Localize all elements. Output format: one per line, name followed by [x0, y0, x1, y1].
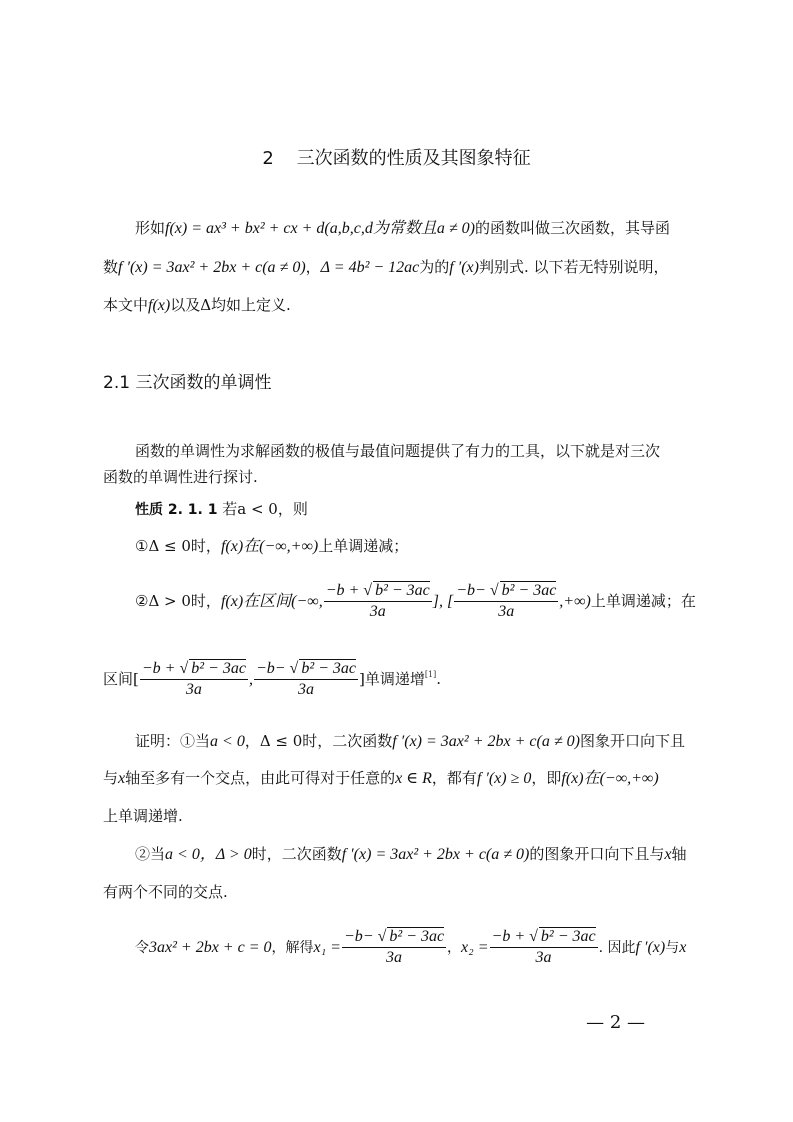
interval-start: (−∞, [291, 593, 323, 610]
interval-formula: f(x)在(−∞,+∞) [561, 770, 659, 787]
fraction-plus [140, 660, 248, 700]
section-title-text: 三次函数的性质及其图象特征 [296, 148, 531, 169]
sqrt-radicand: b² − 3ac [540, 928, 596, 945]
proof-text: . 因此 [598, 940, 636, 956]
proof-text: ，解得 [271, 940, 314, 956]
section-title [0, 144, 793, 170]
item-text: ]单调递增 [359, 670, 425, 688]
sqrt-radicand: b² − 3ac [191, 660, 246, 677]
cubic-definition-formula: f(x) = ax³ + bx² + cx + d(a,b,c,d为常数且a ≠ 0) [165, 220, 475, 237]
proof-text: 与 [103, 769, 119, 787]
derivative-formula: f ′(x) = 3ax² + 2bx + c(a ≠ 0) [118, 259, 306, 276]
fraction-numerator: −b + √ [325, 582, 373, 599]
proof-text: 轴至多有一个交点，由此可得对于任意的 [125, 769, 396, 787]
intro-line-1 [135, 217, 670, 240]
proof-text: 与 [665, 940, 680, 956]
intro-text: 为的 [419, 258, 450, 276]
sqrt-radicand: b² − 3ac [389, 928, 445, 945]
fraction-denominator: 3a [369, 603, 386, 620]
proof-text: ②当 [135, 845, 166, 863]
item-text: 上单调递减； [318, 537, 409, 555]
derivative-symbol: f ′(x) [449, 259, 479, 276]
variable-x: x [664, 846, 672, 863]
proof-text: 时，二次函数 [251, 845, 342, 863]
property-item-2 [135, 582, 696, 622]
intro-line-3 [103, 294, 291, 317]
proof-text: ，都有 [431, 769, 477, 787]
fraction-minus [454, 582, 558, 622]
intro-text: 的函数叫做三次函数，其导函 [474, 219, 670, 237]
fraction-denominator: 3a [185, 681, 202, 698]
variable-x: x [118, 770, 126, 787]
property-label: 性质 2. 1. 1 [135, 502, 218, 518]
equation-formula: 3ax² + 2bx + c = 0 [149, 939, 272, 956]
sqrt-radicand: b² − 3ac [301, 660, 357, 677]
fraction-numerator: −b− √ [343, 928, 387, 945]
fraction-plus [324, 582, 432, 622]
intro-line-2 [103, 256, 669, 279]
condition-formula: a < 0，Δ > 0 [165, 846, 252, 863]
intro-text: 本文中 [103, 296, 149, 314]
inequality-formula: f ′(x) ≥ 0 [476, 770, 532, 787]
para1-line-2: 函数的单调性进行探讨. [103, 468, 258, 486]
derivative-formula: f ′(x) = 3ax² + 2bx + c(a ≠ 0) [392, 733, 580, 750]
fraction-numerator: −b− √ [456, 582, 499, 599]
item-text: ②Δ > 0时， [135, 592, 221, 610]
property-header [135, 498, 308, 521]
domain-formula: x ∈ R [395, 770, 432, 787]
interval-separator: ], [ [432, 593, 454, 610]
proof-2-line-1 [135, 843, 687, 866]
fraction-numerator: −b− √ [255, 660, 299, 677]
item-text: 区间[ [103, 670, 139, 688]
property-item-1 [135, 535, 408, 558]
intro-text: 形如 [135, 219, 166, 237]
fraction-denominator: 3a [498, 603, 515, 620]
function-symbol: f(x) [148, 297, 171, 314]
fraction-denominator: 3a [535, 949, 552, 966]
sqrt-radicand: b² − 3ac [375, 582, 430, 599]
interval-separator: , [248, 671, 253, 688]
proof-1-line-2 [103, 767, 659, 790]
proof-text: 的图象开口向下且与 [529, 845, 665, 863]
proof-text: ， [447, 940, 462, 956]
proof-text: ，Δ ≤ 0时，二次函数 [244, 732, 393, 750]
proof-1-line-3: 上单调递增. [103, 807, 183, 825]
derivative-symbol: f ′(x) [635, 939, 666, 956]
variable-x: x [679, 939, 687, 956]
item-text: . [436, 670, 441, 688]
item-text: f(x)在区间 [220, 593, 292, 610]
page-number: — 2 — [586, 1012, 645, 1033]
proof-text: 证明：①当 [135, 732, 211, 750]
root-x2-label: x₂ = [461, 939, 489, 956]
derivative-formula: f ′(x) = 3ax² + 2bx + c(a ≠ 0) [341, 846, 530, 863]
item-text: 上单调递减；在 [590, 592, 696, 610]
item-text: ①Δ ≤ 0时， [135, 537, 221, 555]
proof-text: 轴 [671, 845, 687, 863]
intro-text: 以及Δ均如上定义. [170, 296, 291, 314]
proof-2-line-2: 有两个不同的交点. [103, 883, 228, 901]
para1-line-1: 函数的单调性为求解函数的极值与最值问题提供了有力的工具，以下就是对三次 [135, 442, 661, 460]
interval-end: ,+∞) [559, 593, 591, 610]
sqrt-radicand: b² − 3ac [501, 582, 557, 599]
proof-3-line-1 [135, 928, 686, 968]
root-x2-fraction [490, 928, 598, 968]
interval-formula: f(x)在(−∞,+∞) [220, 538, 319, 555]
citation-reference: [1] [424, 670, 437, 679]
intro-text: ， [305, 258, 321, 276]
root-x1-label: x₁ = [313, 939, 341, 956]
proof-text: ，即 [531, 769, 562, 787]
fraction-minus [254, 660, 358, 700]
intro-text: 数 [103, 258, 119, 276]
root-x1-fraction [342, 928, 446, 968]
property-condition: 若a < 0，则 [217, 500, 308, 518]
fraction-denominator: 3a [297, 681, 314, 698]
proof-1-line-1 [135, 730, 685, 753]
fraction-numerator: −b + √ [491, 928, 538, 945]
section-number: 2 [262, 148, 274, 169]
discriminant-formula: Δ = 4b² − 12ac [320, 259, 420, 276]
property-item-3 [103, 660, 441, 700]
intro-text: 判别式. 以下若无特别说明， [478, 258, 669, 276]
condition-formula: a < 0 [210, 733, 245, 750]
fraction-numerator: −b + √ [141, 660, 189, 677]
proof-text: 图象开口向下且 [579, 732, 685, 750]
fraction-denominator: 3a [386, 949, 402, 966]
proof-text: 令 [135, 940, 149, 956]
subsection-title: 2.1 三次函数的单调性 [103, 373, 272, 393]
